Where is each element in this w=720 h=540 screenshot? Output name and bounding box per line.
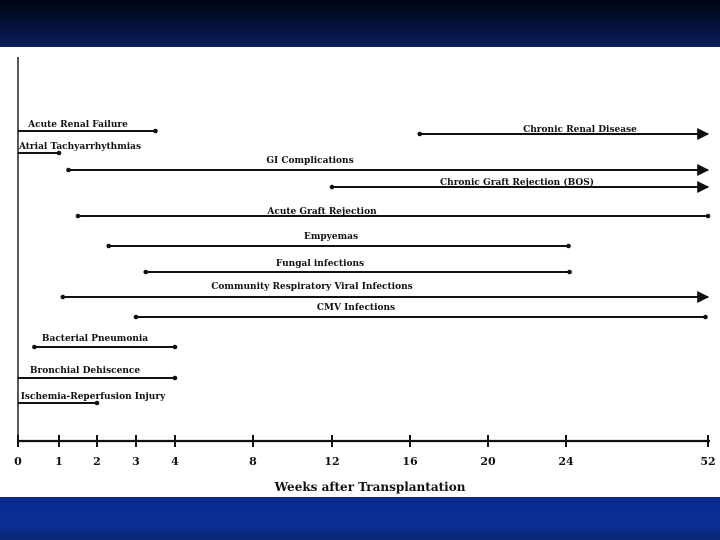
bar-label-chronic-graft-rejection-bos: Chronic Graft Rejection (BOS) bbox=[439, 178, 595, 188]
bar-label-fungal-infections: Fungal infections bbox=[275, 259, 365, 269]
x-tick-label: 0 bbox=[14, 455, 22, 468]
bar-label-atrial-tachyarrhythmias: Atrial Tachyarrhythmias bbox=[18, 142, 142, 152]
bar-start-dot bbox=[76, 214, 81, 219]
x-tick-label: 16 bbox=[402, 455, 418, 468]
bar-end-dot bbox=[173, 376, 178, 381]
x-tick-label: 52 bbox=[700, 455, 716, 468]
bar-start-dot bbox=[106, 244, 111, 249]
bar-start-dot bbox=[32, 345, 37, 350]
bar-end-dot bbox=[706, 214, 711, 219]
x-axis-title: Weeks after Transplantation bbox=[274, 480, 466, 494]
bar-end-dot bbox=[567, 270, 572, 275]
bar-label-gi-complications: GI Complications bbox=[266, 156, 354, 166]
bar-label-empyemas: Empyemas bbox=[303, 232, 359, 242]
bar-label-bronchial-dehiscence: Bronchial Dehiscence bbox=[29, 366, 141, 376]
bar-label-chronic-renal-disease: Chronic Renal Disease bbox=[523, 125, 637, 135]
x-tick-label: 2 bbox=[93, 455, 101, 468]
bar-label-acute-renal-failure: Acute Renal Failure bbox=[28, 120, 128, 130]
bar-end-dot bbox=[173, 345, 178, 350]
bar-start-dot bbox=[330, 185, 335, 190]
bar-label-acute-graft-rejection: Acute Graft Rejection bbox=[267, 207, 377, 217]
x-tick-label: 1 bbox=[55, 455, 63, 468]
x-tick-label: 8 bbox=[249, 455, 257, 468]
bar-label-community-respiratory-viral-infections: Community Respiratory Viral Infections bbox=[211, 282, 413, 292]
x-tick-label: 3 bbox=[132, 455, 140, 468]
x-tick-label: 24 bbox=[558, 455, 574, 468]
x-tick-label: 4 bbox=[171, 455, 179, 468]
bar-start-dot bbox=[143, 270, 148, 275]
bar-label-ischemia-reperfusion-injury: Ischemia-Reperfusion Injury bbox=[20, 392, 166, 402]
bar-label-cmv-infections: CMV Infections bbox=[316, 303, 396, 313]
x-tick-label: 12 bbox=[324, 455, 340, 468]
bar-end-dot bbox=[566, 244, 571, 249]
bar-end-dot bbox=[153, 129, 158, 134]
bar-start-dot bbox=[61, 295, 66, 300]
x-tick-label: 20 bbox=[480, 455, 496, 468]
bar-start-dot bbox=[134, 315, 139, 320]
bar-label-bacterial-pneumonia: Bacterial Pneumonia bbox=[41, 334, 149, 344]
bar-start-dot bbox=[417, 132, 422, 137]
bar-start-dot bbox=[66, 168, 71, 173]
bar-end-dot bbox=[703, 315, 708, 320]
